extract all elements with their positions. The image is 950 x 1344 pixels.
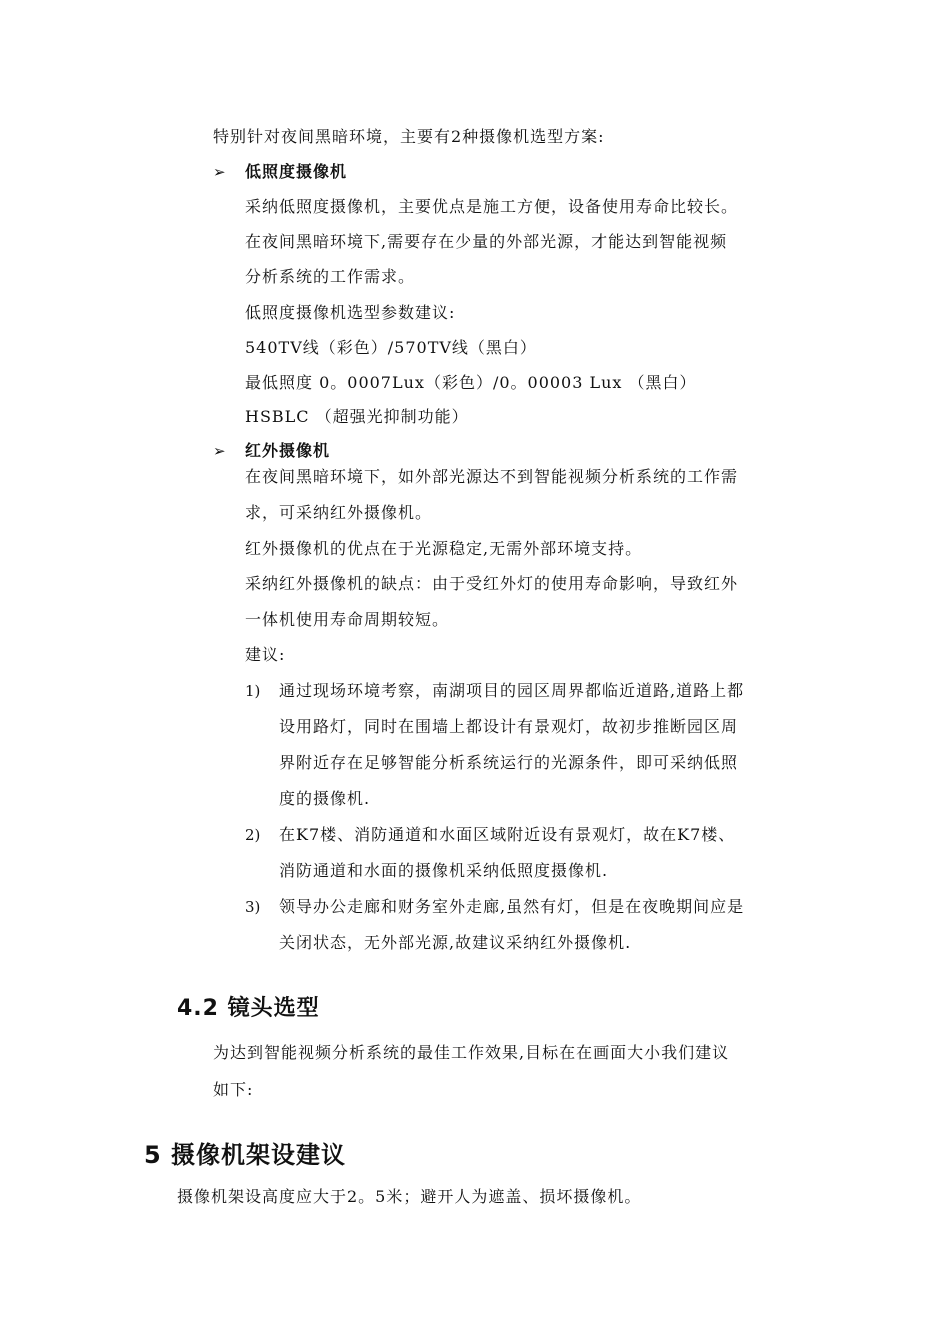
section-5-body: 摄像机架设高度应大于2。5米；避开人为遮盖、损坏摄像机。 [177, 1187, 642, 1206]
low-light-param2: 最低照度 0。0007Lux（彩色）/0。00003 Lux （黑白） [245, 373, 697, 392]
list-item-line: 度的摄像机. [279, 789, 371, 808]
infrared-p3-line2: 一体机使用寿命周期较短。 [245, 610, 450, 629]
infrared-p1-line1: 在夜间黑暗环境下，如外部光源达不到智能视频分析系统的工作需 [245, 467, 739, 486]
low-light-p2-line1: 在夜间黑暗环境下,需要存在少量的外部光源，才能达到智能视频 [245, 232, 728, 251]
section-4-2-title: 4.2 镜头选型 [177, 996, 320, 1021]
low-light-param3: HSBLC （超强光抑制功能） [245, 407, 469, 426]
list-item-number: 1) [245, 682, 261, 700]
low-light-p2-line2: 分析系统的工作需求。 [245, 267, 416, 286]
list-item-line: 关闭状态，无外部光源,故建议采纳红外摄像机. [279, 933, 632, 952]
advice-label: 建议: [245, 645, 286, 664]
low-light-param1: 540TV线（彩色）/570TV线（黑白） [245, 338, 537, 357]
list-item-line: 消防通道和水面的摄像机采纳低照度摄像机. [279, 861, 609, 880]
list-item-line: 在K7楼、消防通道和水面区域附近设有景观灯，故在K7楼、 [279, 825, 736, 844]
arrow-bullet-icon: ➢ [213, 163, 226, 181]
infrared-p3-line1: 采纳红外摄像机的缺点：由于受红外灯的使用寿命影响，导致红外 [245, 574, 739, 593]
arrow-bullet-icon: ➢ [213, 442, 226, 460]
section-4-2-line1: 为达到智能视频分析系统的最佳工作效果,目标在在画面大小我们建议 [213, 1043, 730, 1062]
infrared-p2: 红外摄像机的优点在于光源稳定,无需外部环境支持。 [245, 539, 643, 558]
infrared-heading: 红外摄像机 [245, 441, 331, 460]
intro-text: 特别针对夜间黑暗环境，主要有2种摄像机选型方案: [213, 127, 605, 146]
list-item-line: 界附近存在足够智能分析系统运行的光源条件，即可采纳低照 [279, 753, 739, 772]
low-light-p1: 采纳低照度摄像机，主要优点是施工方便，设备使用寿命比较长。 [245, 197, 739, 216]
section-5-title: 5 摄像机架设建议 [144, 1141, 347, 1169]
list-item-line: 领导办公走廊和财务室外走廊,虽然有灯，但是在夜晚期间应是 [279, 897, 745, 916]
low-light-param-title: 低照度摄像机选型参数建议: [245, 303, 456, 322]
list-item-line: 通过现场环境考察，南湖项目的园区周界都临近道路,道路上都 [279, 681, 745, 700]
list-item-number: 2) [245, 826, 261, 844]
infrared-p1-line2: 求，可采纳红外摄像机。 [245, 503, 433, 522]
list-item-number: 3) [245, 898, 261, 916]
section-4-2-line2: 如下: [213, 1080, 254, 1099]
low-light-heading: 低照度摄像机 [245, 162, 348, 181]
list-item-line: 设用路灯，同时在围墙上都设计有景观灯，故初步推断园区周 [279, 717, 739, 736]
